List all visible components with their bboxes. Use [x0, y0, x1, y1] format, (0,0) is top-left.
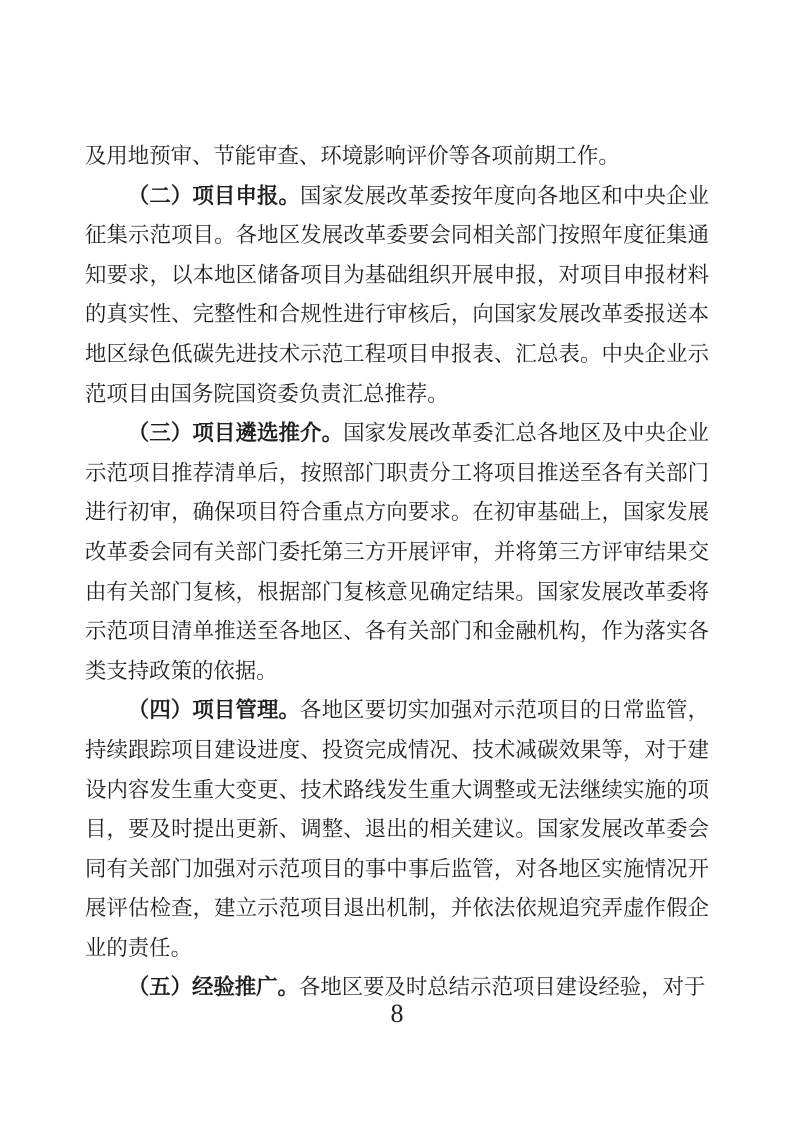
paragraph	[85, 137, 709, 177]
paragraph-text: 各地区要切实加强对示范项目的日常监管，持续跟踪项目建设进度、投资完成情况、技术减碳效果等，对于建设内容发生重大变更、技术路线发生重大调整或无法继续实施的项目，要及时提出更新、调整、退出的相关建议。国家发展改革委会同有关部门加强对示范项目的事中事后监管，对各地区实施情况开展评估检查，建立示范项目退出机制，并依法依规追究弄虚作假企业的责任。	[85, 698, 709, 960]
paragraph	[85, 177, 709, 415]
paragraph-lead: （三）项目遴选推介。	[127, 421, 344, 446]
paragraph-text: 各地区要及时总结示范项目建设经验，对于	[298, 975, 706, 1000]
paragraph-lead: （五）经验推广。	[127, 975, 299, 1000]
paragraph-lead: （四）项目管理。	[127, 698, 301, 723]
paragraph-text: 国家发展改革委汇总各地区及中央企业示范项目推荐清单后，按照部门职责分工将项目推送至各有关部门进行初审，确保项目符合重点方向要求。在初审基础上，国家发展改革委会同有关部门委托第三方开展评审，并将第三方评审结果交由有关部门复核，根据部门复核意见确定结果。国家发展改革委将示范项目清单推送至各地区、各有关部门和金融机构，作为落实各类支持政策的依据。	[85, 421, 709, 683]
paragraph-lead: （二）项目申报。	[127, 183, 301, 208]
paragraph	[85, 414, 709, 691]
document-body	[85, 137, 709, 1008]
paragraph	[85, 691, 709, 968]
page-number: 8	[390, 999, 404, 1028]
paragraph-text: 及用地预审、节能审查、环境影响评价等各项前期工作。	[85, 144, 620, 168]
paragraph-text: 国家发展改革委按年度向各地区和中央企业征集示范项目。各地区发展改革委要会同相关部门按照年度征集通知要求，以本地区储备项目为基础组织开展申报，对项目申报材料的真实性、完整性和合规性进行审核后，向国家发展改革委报送本地区绿色低碳先进技术示范工程项目申报表、汇总表。中央企业示范项目由国务院国资委负责汇总推荐。	[85, 183, 709, 406]
